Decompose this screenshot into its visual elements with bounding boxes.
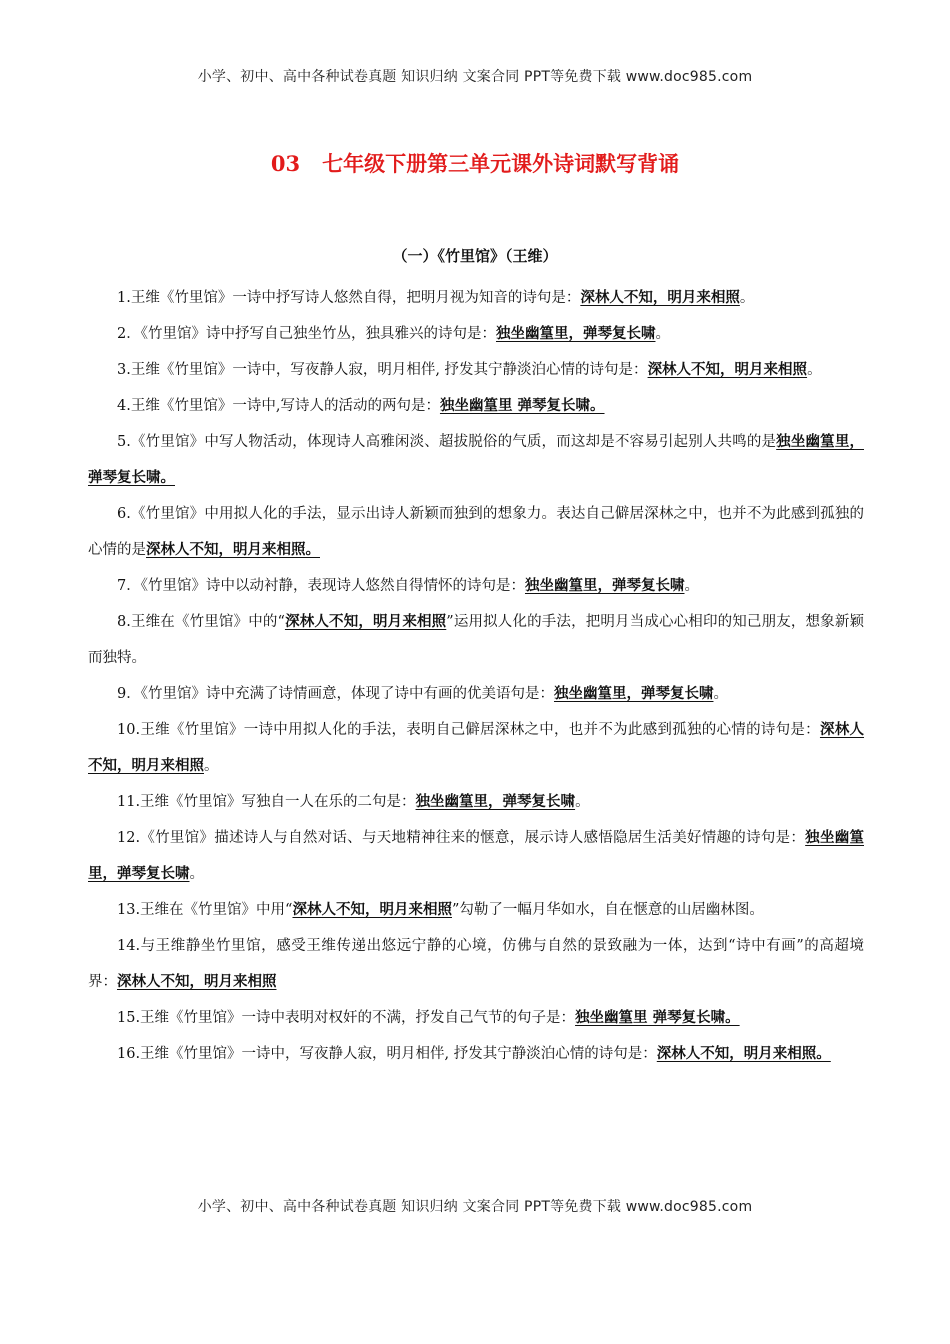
answer: 深林人不知，明月来相照 [292,901,452,918]
question-list [88,280,864,1072]
answer: 深林人不知，明月来相照 [117,973,277,990]
question-item: 12.《竹里馆》描述诗人与自然对话、与天地精神往来的惬意，展示诗人感悟隐居生活美好情趣的诗句是：独坐幽篁里，弹琴复长啸。 [88,829,864,882]
section-heading: （一）《竹里馆》（王维） [392,247,558,265]
title-text: 七年级下册第三单元课外诗词默写背诵 [322,151,680,176]
question-item: 3.王维《竹里馆》一诗中，写夜静人寂，明月相伴, 抒发其宁静淡泊心情的诗句是：深林人不知，明月来相照。 [117,361,822,378]
answer: 深林人不知，明月来相照。 [656,1045,831,1062]
question-item: 15.王维《竹里馆》一诗中表明对权奸的不满，抒发自己气节的句子是：独坐幽篁里 弹琴复长啸。 [117,1009,740,1026]
answer: 深林人不知，明月来相照 [88,721,865,774]
question-item: 14.与王维静坐竹里馆，感受王维传递出悠远宁静的心境，仿佛与自然的景致融为一体，达到“诗中有画”的高超境界：深林人不知，明月来相照 [88,938,864,990]
question-item: 9．《竹里馆》诗中充满了诗情画意，体现了诗中有画的优美语句是：独坐幽篁里，弹琴复长啸。 [117,685,728,702]
answer: 独坐幽篁里，弹琴复长啸 [88,829,864,882]
question-item: 7．《竹里馆》诗中以动衬静，表现诗人悠然自得情怀的诗句是：独坐幽篁里，弹琴复长啸。 [117,577,699,594]
question-item: 1.王维《竹里馆》一诗中抒写诗人悠然自得，把明月视为知音的诗句是：深林人不知，明月来相照。 [117,289,755,306]
page-header: 小学、初中、高中各种试卷真题 知识归纳 文案合同 PPT等免费下载 www.doc985.com [197,69,753,85]
answer: 独坐幽篁里 弹琴复长啸。 [439,397,605,414]
question-item: 2．《竹里馆》诗中抒写自己独坐竹丛，独具雅兴的诗句是：独坐幽篁里，弹琴复长啸。 [117,325,670,342]
question-item: 10.王维《竹里馆》一诗中用拟人化的手法，表明自己僻居深林之中，也并不为此感到孤独的心情的诗句是：深林人不知，明月来相照。 [88,721,865,774]
page-footer: 小学、初中、高中各种试卷真题 知识归纳 文案合同 PPT等免费下载 www.doc985.com [197,1199,753,1215]
answer: 深林人不知，明月来相照 [647,361,808,378]
answer: 独坐幽篁里，弹琴复长啸 [415,793,576,810]
answer: 独坐幽篁里 弹琴复长啸。 [575,1009,740,1026]
question-item: 11.王维《竹里馆》写独自一人在乐的二句是：独坐幽篁里，弹琴复长啸。 [117,793,590,810]
question-item: 13.王维在《竹里馆》中用“深林人不知，明月来相照”勾勒了一幅月华如水，自在惬意的山居幽林图。 [117,901,764,918]
question-item: 4.王维《竹里馆》一诗中,写诗人的活动的两句是：独坐幽篁里 弹琴复长啸。 [117,397,605,414]
document-title [0,148,950,178]
question-item: 16.王维《竹里馆》一诗中，写夜静人寂，明月相伴, 抒发其宁静淡泊心情的诗句是：深林人不知，明月来相照。 [117,1045,831,1062]
answer: 独坐幽篁里，弹琴复长啸 [495,325,656,342]
question-item: 8.王维在《竹里馆》中的“深林人不知，明月来相照”运用拟人化的手法，把明月当成心心相印的知己朋友，想象新颖而独特。 [88,613,864,666]
question-item: 5.《竹里馆》中写人物活动，体现诗人高雅闲淡、超拔脱俗的气质，而这却是不容易引起别人共鸣的是独坐幽篁里，弹琴复长啸。 [88,433,864,486]
answer: 深林人不知，明月来相照 [284,613,447,630]
answer: 独坐幽篁里，弹琴复长啸 [553,685,714,702]
answer: 深林人不知，明月来相照。 [146,541,320,558]
answer: 独坐幽篁里，弹琴复长啸 [524,577,685,594]
title-number: 03 [270,151,301,176]
answer: 深林人不知，明月来相照 [580,289,740,306]
question-item: 6.《竹里馆》中用拟人化的手法，显示出诗人新颖而独到的想象力。表达自己僻居深林之中，也并不为此感到孤独的心情的是深林人不知，明月来相照。 [88,506,864,558]
answer: 独坐幽篁里，弹琴复长啸。 [88,433,864,486]
